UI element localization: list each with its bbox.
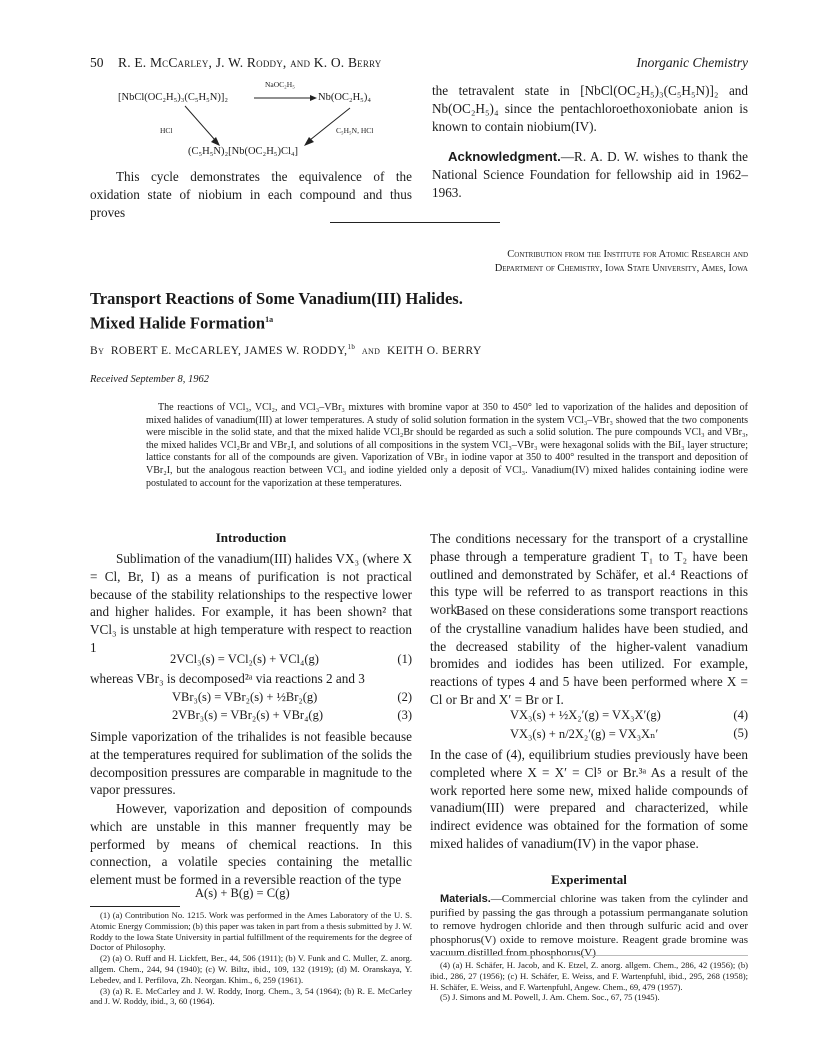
equation-4-number: (4) (733, 708, 748, 722)
carryover-right: the tetravalent state in [NbCl(OC₂H₅)₃(C₅H₅N)]₂ and Nb(OC₂H₅)₄ since the pentachloroethoxoniobate anion is known to contain niobium(IV). (432, 83, 748, 134)
introduction-heading: Introduction (215, 530, 287, 545)
right-paragraph-3: In the case of (4), equilibrium studies previously have been completed where X = X′ = Cl⁵ or Br.³ᵃ As a result of the work reported here some new, mixed halide compounds of vanadium(III) were prepared and characterized, while indirect evidence was obtained for the formation of some mixed halides of vanadium(IV) in the vapor phase. (430, 747, 748, 851)
equation-5-number: (5) (733, 726, 748, 740)
page-number: 50 (90, 55, 104, 70)
materials-heading: Materials. (440, 893, 491, 905)
right-paragraph-2: Based on these considerations some transport reactions of the crystalline vanadium halides have been studied, and the decreased stability of the higher-valent vanadium bromides and iodides has been utilized. For example, reactions of types 4 and 5 have been performed where X = Cl or Br and X′ = Br or I. (430, 603, 748, 707)
intro-paragraph-1: Sublimation of the vanadium(III) halides VX₃ (where X = Cl, Br, I) as a means of purification is not practical because of the stability relationships to the respective lower and higher halides. For example, it has been shown² that VCl₃ is unstable at high temperature with respect to reaction 1 (90, 551, 412, 655)
carryover-left: This cycle demonstrates the equivalence of the oxidation state of niobium in each compound and thus proves (90, 169, 412, 220)
footnote-2: (2) (a) O. Ruff and H. Lickfett, Ber., 44, 506 (1911); (b) V. Funk and C. Muller, Z. anorg. allgem. Chem., 244, 94 (1940); (c) W. Biltz, ibid., 109, 132 (1919); (d) M. Oranskaya, Y. Lebedev, and I. Perfilova, Zh. Neorgan. Khim., 6, 259 (1961). (90, 953, 412, 985)
footnotes-left (90, 910, 412, 1007)
equation-1-text: 2VCl₃(s) = VCl₂(s) + VCl₄(g) (170, 652, 319, 666)
acknowledgment-heading: Acknowledgment. (448, 149, 561, 164)
footnote-4: (4) (a) H. Schäfer, H. Jacob, and K. Etzel, Z. anorg. allgem. Chem., 286, 42 (1956); (b) ibid., 286, 27 (1956); (c) H. Schäfer, E. Weiss, and F. Wartenpfuhl, ibid., 295, 268 (1958); H. Schäfer, E. Weiss, and F. Wartenpfuhl, Angew. Chem., 69, 479 (1957). (430, 960, 748, 992)
abstract: The reactions of VCl₃, VCl₂, and VCl₃–VBr₃ mixtures with bromine vapor at 350 to 450° led to vaporization of the halides and deposition of mixed halides of vanadium(III) at lower temperatures. A study of solid solution formation in the system VCl₃–VBr₃ showed that the two components were miscible in the solid state, and that the mixed halide VCl₂Br should be regarded as such a solid solution. The pure compounds VCl₃ and VBr₃, the mixed halides VCl₂Br and VBr₂I, and solutions of all compositions in the system VCl₃–VBr₃ were hexagonal solids with the BiI₃ layer structure; lattice constants for all of the compounds are given. Vaporization of VBr₃ in iodine vapor at 350 to 400° resulted in the transport and deposition of VBr₂I, but the analogous reaction between VCl₃ and iodine yielded only a deposit of VCl₃. Vanadium(IV) mixed halides containing iodine were postulated to account for the vaporization at these temperatures. (146, 402, 748, 489)
intro-paragraph-4: However, vaporization and deposition of compounds which are unstable in this manner frequently may be performed by means of chemical reactions. In this connection, a volatile species containing the metallic element must be formed in a reversible reaction of the type (90, 801, 412, 888)
equation-2-number: (2) (397, 690, 412, 704)
arrow-left-head (211, 137, 220, 146)
byline (90, 343, 482, 357)
footnote-rule-left (90, 906, 180, 907)
footnote-1: (1) (a) Contribution No. 1215. Work was performed in the Ames Laboratory of the U. S. Atomic Energy Commission; (b) this paper was taken in part from a thesis submitted by J. W. Roddy to the Iowa State University in partial fulfillment of the requirements for the degree of Doctor of Philosophy. (90, 910, 412, 953)
reaction-scheme (90, 78, 420, 166)
right-paragraph-1: The conditions necessary for the transport of a crystalline phase through a temperature gradient T₁ to T₂ have been outlined and demonstrated by Schäfer, et al.⁴ Reactions of this type will be referred to as transport reactions in this work. (430, 531, 748, 618)
byline-authors-2: KEITH O. BERRY (386, 344, 482, 357)
equation-2-text: VBr₃(s) = VBr₂(s) + ½Br₂(g) (172, 690, 318, 704)
byline-by: By (90, 344, 105, 357)
arrow-left (185, 106, 215, 140)
title-line-1: Transport Reactions of Some Vanadium(III) Halides. (90, 289, 463, 308)
contribution-line-2: Department of Chemistry, Iowa State University, Ames, Iowa (494, 263, 748, 274)
equation-general: A(s) + B(g) = C(g) (195, 886, 290, 900)
footnote-5: (5) J. Simons and M. Powell, J. Am. Chem. Soc., 67, 75 (1945). (440, 992, 660, 1003)
arrow-right (310, 108, 350, 140)
byline-sup: 1b (347, 343, 356, 351)
divider-rule (330, 222, 500, 223)
scheme-arrow-label: NaOC₂H₅ (265, 80, 295, 89)
scheme-left-label: HCl (160, 126, 173, 135)
acknowledgment (432, 148, 748, 201)
scheme-right-label: C₅H₅N, HCl (336, 126, 374, 135)
equation-4-text: VX₃(s) + ½X₂′(g) = VX₃X′(g) (510, 708, 661, 722)
title-line-2: Mixed Halide Formation (90, 313, 266, 333)
scheme-top-right: Nb(OC₂H₅)₄ (318, 92, 371, 103)
intro-paragraph-3: Simple vaporization of the trihalides is not feasible because at the temperatures required for sublimation of the solids the decomposition pressures are comparable in magnitude to the vapor pressures. (90, 729, 412, 798)
contribution-line-1: Contribution from the Institute for Atomic Research and (507, 249, 748, 260)
footnotes-right (430, 960, 748, 1003)
byline-and: and (361, 344, 381, 357)
received-date: Received September 8, 1962 (90, 374, 209, 385)
byline-authors-1: ROBERT E. McCARLEY, JAMES W. RODDY, (110, 344, 348, 357)
journal-name: Inorganic Chemistry (636, 55, 748, 70)
scheme-top-left: [NbCl(OC₂H₅)₃(C₅H₅N)]₂ (118, 92, 229, 103)
article-title (90, 288, 690, 334)
title-footnote-mark: 1a (265, 315, 274, 324)
equation-1-number: (1) (397, 652, 412, 666)
intro-paragraph-2: whereas VBr₃ is decomposed²ᵃ via reactions 2 and 3 (90, 671, 365, 686)
arrow-top-head (310, 95, 317, 101)
footnote-3: (3) (a) R. E. McCarley and J. W. Roddy, Inorg. Chem., 3, 54 (1964); (b) R. E. McCarley and J. W. Roddy, ibid., 3, 60 (1964). (90, 985, 412, 1007)
equation-3-number: (3) (397, 708, 412, 722)
materials-text: —Commercial chlorine was taken from the cylinder and purified by passing the gas through a potassium permanganate solution to remove hydrogen chloride and then through sulfuric acid and over phosphorus(V) oxide to remove moisture. Reagent grade bromine was vacuum distilled from phosphorus(V) (430, 893, 748, 960)
acknowledgment-text: —R. A. D. W. wishes to thank the National Science Foundation for fellowship aid in 1962–1963. (432, 149, 748, 200)
equation-3-text: 2VBr₃(s) = VBr₂(s) + VBr₄(g) (172, 708, 324, 722)
footnote-rule-right (430, 955, 748, 956)
materials-paragraph (430, 893, 748, 961)
running-authors: R. E. McCarley, J. W. Roddy, and K. O. Berry (118, 55, 382, 70)
equation-5-text: VX₃(s) + n/2X₂′(g) = VX₃Xₙ′ (510, 727, 659, 741)
scheme-bottom: (C₅H₅N)₂[Nb(OC₂H₅)Cl₄] (188, 146, 299, 157)
experimental-heading: Experimental (551, 872, 627, 887)
